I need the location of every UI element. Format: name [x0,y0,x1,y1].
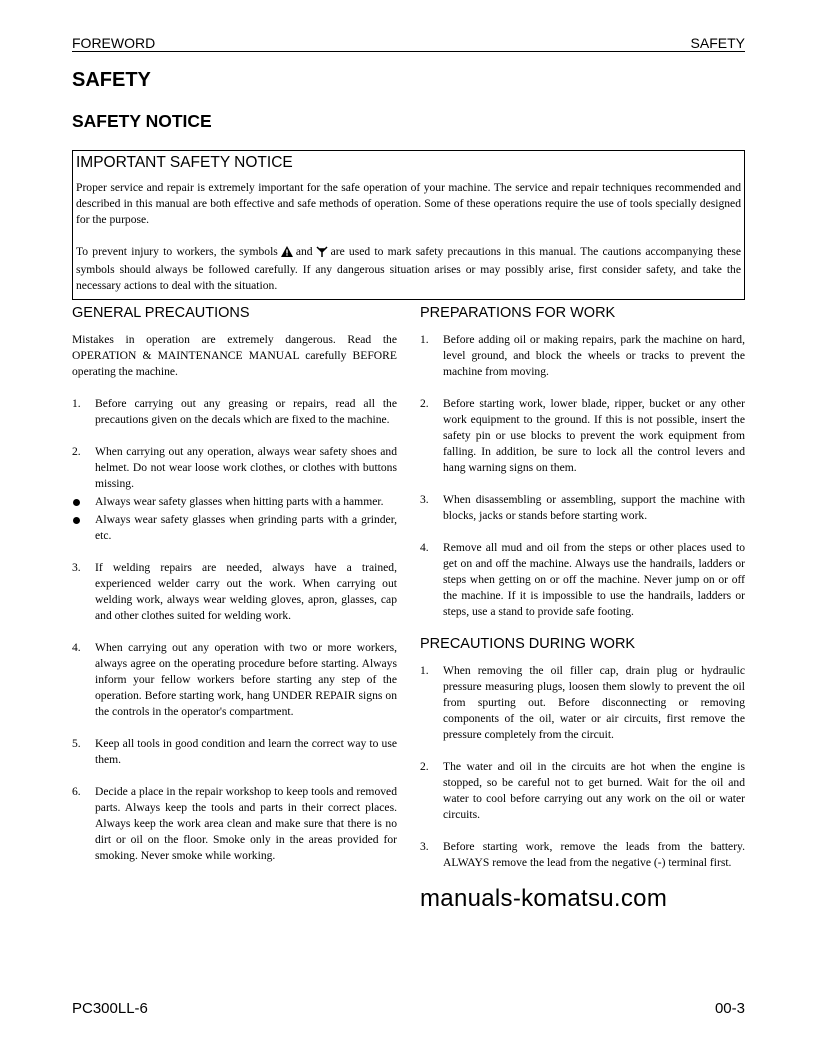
right-column [420,304,745,913]
during-work-heading: PRECAUTIONS DURING WORK [420,636,636,652]
warning-triangle-icon [281,246,293,262]
left-column [72,304,397,864]
general-item: 4. When carrying out any operation with two or more workers, always agree on the operating procedure before starting. Always inform your fellow workers before starting any step of the operation. Before starting work, hang UNDER REPAIR signs on the controls in the operator's compartment. [72,641,397,718]
general-item: 3. If welding repairs are needed, always have a trained, experienced welder carry out the work. When carrying out welding work, always wear welding gloves, apron, glasses, cap and other clothes suited for welding work. [72,561,397,622]
during-work-item: 3. Before starting work, remove the leads from the battery. ALWAYS remove the lead from the negative (-) terminal first. [420,840,745,869]
general-bullet: Always wear safety glasses when grinding parts with a grinder, etc. [72,512,397,544]
general-item: 5. Keep all tools in good condition and learn the correct way to use them. [72,737,397,766]
general-precautions-heading: GENERAL PRECAUTIONS [72,305,250,321]
bullet-icon [72,512,95,544]
caution-hand-icon [316,246,328,262]
during-work-item: 1. When removing the oil filler cap, drain plug or hydraulic pressure measuring plugs, loosen them slowly to prevent the oil from spurting out. Before disconnecting or removing components of the oil, water or air circuits, first remove the pressure completely from the circuit. [420,664,745,741]
general-item: 6. Decide a place in the repair workshop to keep tools and removed parts. Always keep the tools and parts in their correct places. Always keep the work area clean and make sure that there is no dirt or oil on the floor. Smoke only in the areas provided for smoking. Never smoke while working. [72,785,397,862]
notice-paragraph-1: Proper service and repair is extremely important for the safe operation of your machine. The service and repair techniques recommended and described in this manual are both effective and safe methods of operation. Some of these operations require the use of tools specially designed for the purpose. [76,181,741,226]
preparations-heading: PREPARATIONS FOR WORK [420,305,616,321]
watermark: manuals-komatsu.com [420,885,668,912]
footer-model: PC300LL-6 [72,1000,148,1017]
notice-heading: IMPORTANT SAFETY NOTICE [76,154,293,171]
preparation-item: 2. Before starting work, lower blade, ripper, bucket or any other work equipment to the ground. If this is not possible, insert the safety pin or use blocks to prevent the work equipment from falling. In addition, be sure to lock all the control levers and hang warning signs on them. [420,397,745,474]
bullet-icon [72,494,95,510]
general-intro: Mistakes in operation are extremely dangerous. Read the OPERATION & MAINTENANCE MANUAL carefully BEFORE operating the machine. [72,333,397,378]
general-item: 1. Before carrying out any greasing or repairs, read all the precautions given on the decals which are fixed to the machine. [72,397,397,426]
during-work-item: 2. The water and oil in the circuits are hot when the engine is stopped, so be careful not to get burned. Wait for the oil and water to cool before carrying out any work on the oil or water circuits. [420,760,745,821]
preparation-item: 4. Remove all mud and oil from the steps or other places used to get on and off the machine. Always use the handrails, ladders or steps when getting on or off the machine. Never jump on or off the machine. If it is impossible to use the handrails, ladders or steps, use a stand to provide safe footing. [420,541,745,618]
header-rule [72,51,745,52]
general-bullet: Always wear safety glasses when hitting parts with a hammer. [72,494,397,510]
general-item: 2. When carrying out any operation, always wear safety shoes and helmet. Do not wear loose work clothes, or clothes with buttons missing. [72,445,397,490]
preparation-item: 3. When disassembling or assembling, support the machine with blocks, jacks or stands before starting work. [420,493,745,522]
important-notice-box [72,150,745,300]
header-section: FOREWORD [72,35,156,51]
footer-page-number: 00-3 [714,1000,745,1017]
header-chapter: SAFETY [690,35,745,51]
page-title: SAFETY [72,69,151,91]
preparation-item: 1. Before adding oil or making repairs, park the machine on hard, level ground, and block the wheels or tracks to prevent the machine from moving. [420,333,745,378]
section-title: SAFETY NOTICE [72,111,212,131]
notice-paragraph-2: To prevent injury to workers, the symbols and are used to mark safety precautions in this manual. The cautions accompanying these symbols should always be followed carefully. If any dangerous situation arises or may possibly arise, first consider safety, and take the necessary actions to deal with the situation. [76,245,741,292]
